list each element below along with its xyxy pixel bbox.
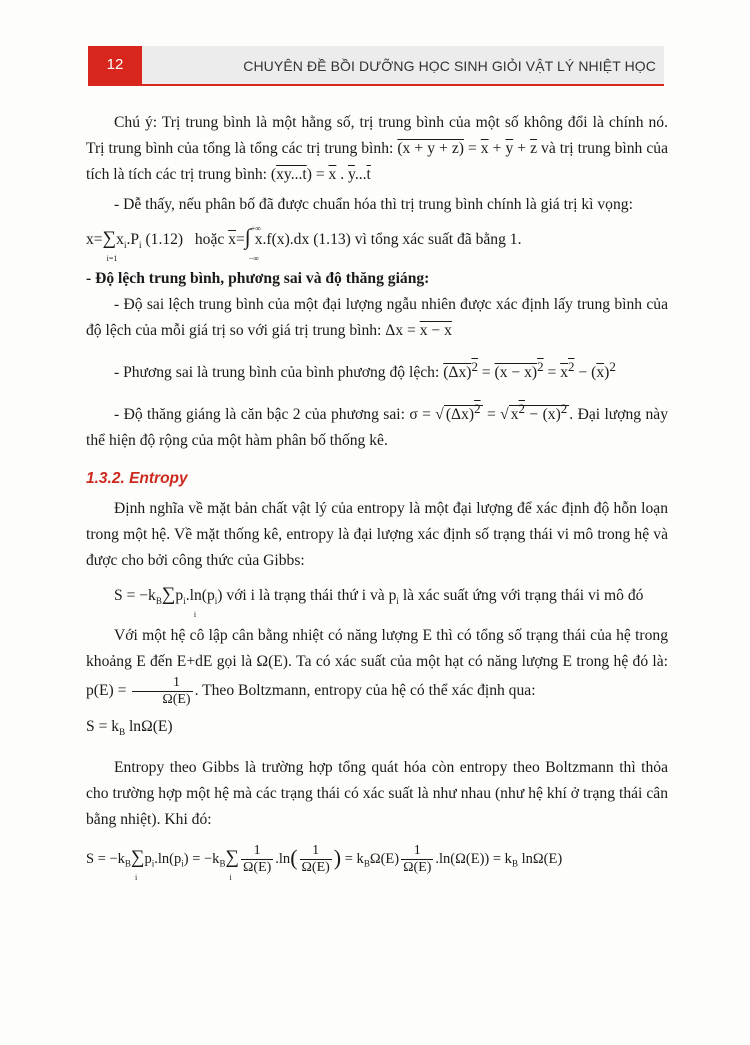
paragraph-gibbs-general: Entropy theo Gibbs là trường hợp tổng quát hóa còn entropy theo Boltzmann thì thỏa cho trường hợp một hệ mà các trạng thái có xác suất là như nhau (như hệ khí ở trạng thái cân bằng nhiệt). Khi đó:	[86, 758, 668, 828]
formula-sum-mean: $(x + y + z) = \overline{x} + \overline{y} + \overline{z}$	[397, 140, 537, 157]
page-content	[86, 110, 668, 882]
page-number: 12	[88, 46, 142, 84]
expectation-formulas: x=∑ i=1 $x_i.P_i$ (1.12) hoặc $\overline{x}=\int$ +∞ −∞ x.f(x).dx (1.13) vì tổng xác suất đã bằng 1.	[86, 224, 522, 263]
formula-product-mean: $(xy...t) = \overline{x}$ . $\overline{y}...\overline{t}$	[270, 166, 371, 183]
paragraph-entropy-definition: Định nghĩa về mặt bản chất vật lý của entropy là một đại lượng để xác định độ hỗn loạn trong một hệ. Về mặt thống kê, entropy là đại lượng xác định số trạng thái vi mô trong hệ và được cho bởi công thức của Gibbs:	[86, 500, 668, 570]
paragraph-fluctuation: - Độ thăng giáng là căn bậc 2 của phương sai: σ = √ $(\Delta x)^2$ = √ $x^2 - (\overline{x})^2$ . Đại lượng này thể hiện độ rộng của một hàm phân bố thống kê.	[86, 401, 668, 450]
paragraph-expectation: - Dễ thấy, nếu phân bố đã được chuẩn hóa thì trị trung bình chính là giá trị kì vọng:	[114, 196, 633, 213]
page-header	[88, 46, 664, 86]
paragraph-boltzmann: Với một hệ cô lập cân bằng nhiệt có năng lượng E thì có tổng số trạng thái của hệ trong khoảng E đến E+dE gọi là Ω(E). Ta có xác suất của một hạt có năng lượng E trong hệ đó là: p(E) = $\frac{1}{\Omega(E)}$ . Theo Boltzmann, entropy của hệ có thể xác định qua:	[86, 626, 668, 707]
paragraph-gibbs-formula: $S = -k_B\sum$ i $p_i.\ln(p_i)$ với i là trạng thái thứ i và $p_i$ là xác suất ứng với trạng thái vi mô đó	[114, 584, 644, 620]
section-title: 1.3.2. Entropy	[86, 470, 188, 488]
paragraph-variance: - Phương sai là trung bình của bình phương độ lệch: $(\Delta x)^2 = (x - x)^2 = x^2 - (\overline{x})^2$	[114, 359, 616, 382]
paragraph-mean-deviation: - Độ sai lệch trung bình của một đại lượng ngẫu nhiên được xác định lấy trung bình của độ lệch của mỗi giá trị so với giá trị trung bình: Δx = x − x	[86, 296, 668, 340]
paragraph-note: Chú ý: Trị trung bình là một hằng số, trị trung bình của một số không đổi là chính nó. Trị trung bình của tổng là tổng các trị trung bình: $(x + y + z) = \overline{x} + \overline{y} + \overline{z}$ và trị trung bình của tích là tích các trị trung bình: $(xy...t) = \overline{x}$ . $\overline{y}...\overline{t}$	[86, 114, 668, 183]
deviation-heading: - Độ lệch trung bình, phương sai và độ thăng giáng:	[86, 270, 430, 288]
header-title: CHUYÊN ĐỀ BỒI DƯỠNG HỌC SINH GIỎI VẬT LÝ NHIỆT HỌC	[243, 58, 656, 74]
boltzmann-formula: $S = k_B$ lnΩ(E)	[86, 717, 173, 737]
final-entropy-formula: $S = -k_B\sum$ i $p_i.\ln(p_i) = -k_B\sum$ i $\frac{1}{\Omega(E)}$ .ln( $\frac{1}{\Omega(E)}$ ) = $k_B\Omega(E)$ $\frac{1}{\Omega(E)}$ $.\ln(\Omega(E)) = k_B$ lnΩ(E)	[86, 842, 563, 882]
